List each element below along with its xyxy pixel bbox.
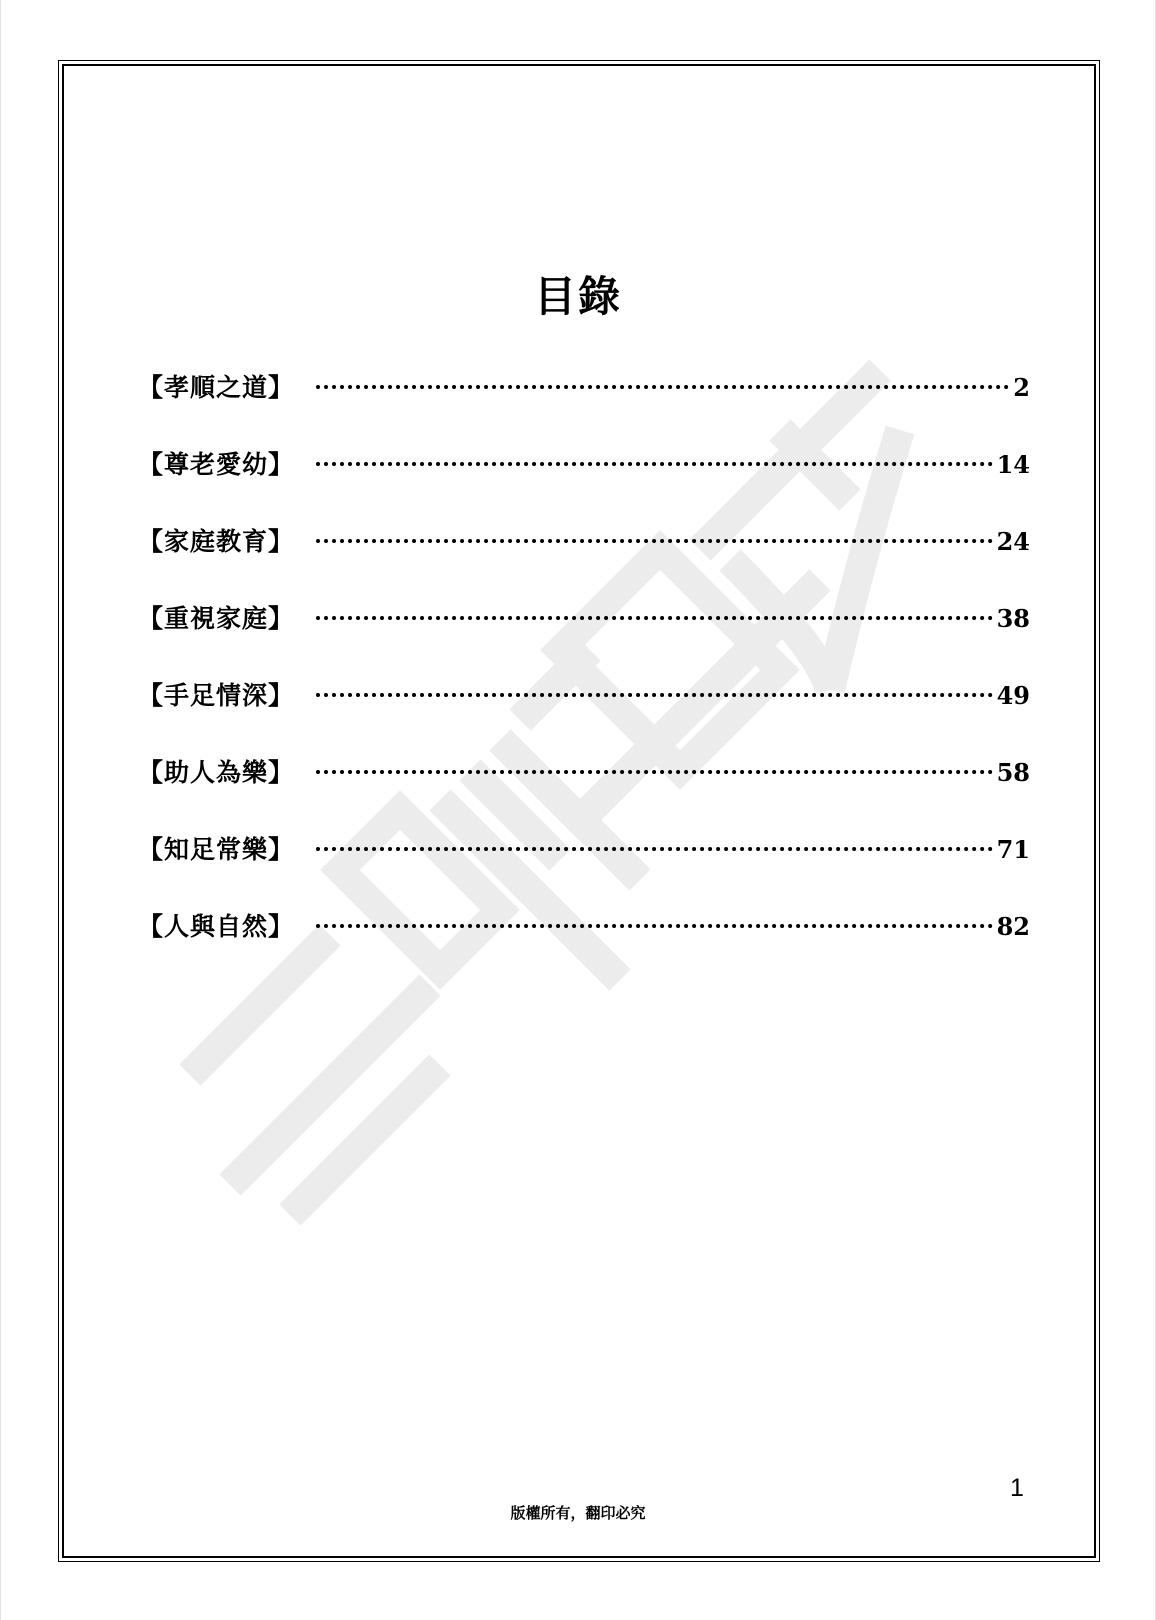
toc-entry[interactable] — [138, 753, 1030, 830]
toc-entry-label: 【手足情深】 — [138, 681, 295, 710]
table-of-contents — [138, 368, 1030, 984]
toc-entry-label: 【尊老愛幼】 — [138, 450, 295, 479]
toc-entry-page: 2 — [1013, 373, 1030, 402]
toc-entry-page: 82 — [996, 912, 1030, 941]
toc-dot-leader — [316, 924, 993, 928]
toc-dot-leader — [316, 385, 1009, 389]
toc-entry-label: 【孝順之道】 — [138, 373, 295, 402]
toc-entry[interactable] — [138, 445, 1030, 522]
toc-dot-leader — [316, 770, 993, 774]
toc-dot-leader — [316, 693, 993, 697]
toc-entry[interactable] — [138, 907, 1030, 984]
toc-entry-page: 38 — [996, 604, 1030, 633]
toc-entry-page: 24 — [996, 527, 1030, 556]
toc-dot-leader — [316, 539, 993, 543]
page-number: 1 — [1010, 1474, 1024, 1502]
toc-entry-label: 【知足常樂】 — [138, 835, 295, 864]
toc-entry[interactable] — [138, 676, 1030, 753]
toc-entry-page: 71 — [996, 835, 1030, 864]
toc-entry[interactable] — [138, 830, 1030, 907]
copyright-footer: 版權所有，翻印必究 — [510, 1504, 646, 1522]
toc-entry[interactable] — [138, 368, 1030, 445]
toc-entry-label: 【重視家庭】 — [138, 604, 295, 633]
toc-entry-page: 49 — [996, 681, 1030, 710]
toc-dot-leader — [316, 462, 993, 466]
toc-dot-leader — [316, 847, 993, 851]
toc-entry-label: 【助人為樂】 — [138, 758, 295, 787]
toc-entry-label: 【人與自然】 — [138, 912, 295, 941]
toc-entry[interactable] — [138, 599, 1030, 676]
toc-entry[interactable] — [138, 522, 1030, 599]
toc-entry-label: 【家庭教育】 — [138, 527, 295, 556]
toc-entry-page: 58 — [996, 758, 1030, 787]
toc-entry-page: 14 — [996, 450, 1030, 479]
toc-title: 目錄 — [533, 272, 622, 321]
toc-dot-leader — [316, 616, 993, 620]
